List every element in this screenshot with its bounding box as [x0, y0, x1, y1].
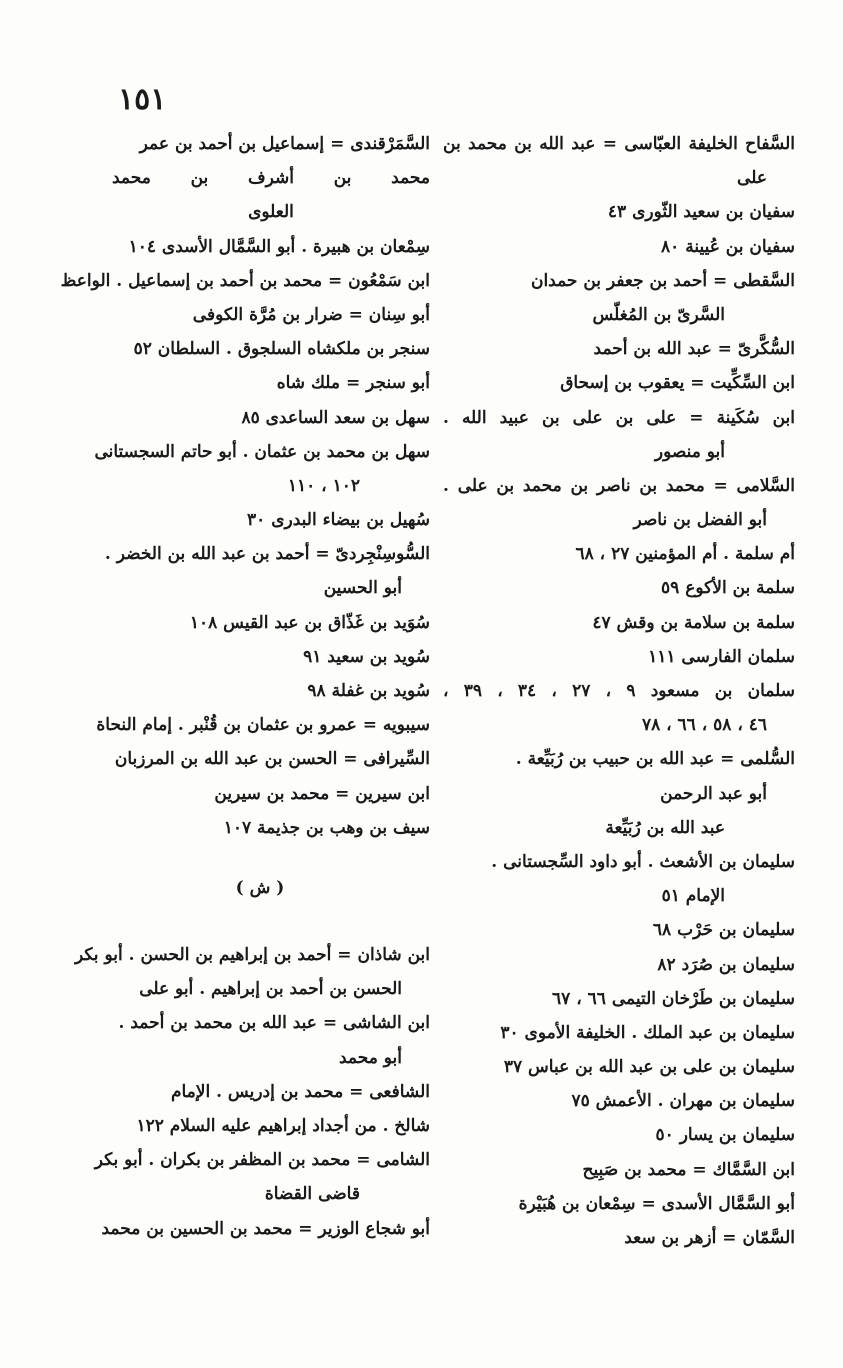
index-entry: عبد الله بن رُبَيِّعة [605, 817, 725, 838]
index-entry: أبو عبد الرحمن [660, 783, 767, 804]
index-entry: قاضى القضاة [264, 1184, 360, 1205]
index-entry: سُهيل بن بيضاء البدرى ٣٠ [247, 510, 430, 531]
index-entry: سيف بن وهب بن جذيمة ١٠٧ [223, 817, 430, 838]
index-entry: أبو منصور [654, 441, 725, 462]
index-entry: أبو الحسين [323, 578, 402, 599]
index-entry: السَّمَرْقندى = إسماعيل بن أحمد بن عمر [139, 134, 430, 154]
index-entry: أبو محمد [339, 1047, 402, 1068]
index-entry: سلمان بن مسعود ٩ ، ٢٧ ، ٣٤ ، ٣٩ ، [443, 681, 795, 701]
index-entry: سليمان بن طَرْخان التيمى ٦٦ ، ٦٧ [552, 988, 795, 1009]
index-entry: السُّكَّرىّ = عبد الله بن أحمد [593, 339, 795, 360]
index-entry: سليمان بن الأشعث . أبو داود السِّجستانى . [491, 851, 795, 872]
index-entry: السُّلمى = عبد الله بن حبيب بن رُبَيِّعة . [515, 749, 795, 770]
index-entry: على [737, 168, 767, 189]
index-entry: محمد بن أشرف بن محمد [112, 168, 430, 189]
index-entry: أبو السَّمَّال الأسدى = سِمْعان بن هُبَيْرة [518, 1193, 795, 1214]
page-number: ١٥١ [118, 82, 167, 117]
index-entry: سنجر بن ملكشاه السلجوق . السلطان ٥٢ [133, 339, 430, 360]
index-entry: سليمان بن على بن عبد الله بن عباس ٣٧ [503, 1057, 795, 1078]
index-entry: ابن الشاشى = عبد الله بن محمد بن أحمد . [118, 1013, 430, 1034]
index-entry: سُوَيد بن غَذّاق بن عبد القيس ١٠٨ [189, 612, 430, 633]
index-entry: سُويد بن غفلة ٩٨ [307, 681, 430, 701]
index-entry: سليمان بن عبد الملك . الخليفة الأموى ٣٠ [500, 1022, 795, 1043]
index-entry: العلوى [248, 202, 294, 223]
index-entry: ابن شاذان = أحمد بن إبراهيم بن الحسن . أبو بكر [75, 945, 430, 965]
index-entry: السَّرىّ بن المُغلّس [592, 304, 725, 325]
index-entry: السَّفاح الخليفة العبّاسى = عبد الله بن محمد بن [443, 134, 795, 154]
section-heading: ( ش ) [235, 878, 285, 898]
index-entry: سُويد بن سعيد ٩١ [303, 646, 430, 667]
index-entry: سليمان بن يسار ٥٠ [655, 1125, 795, 1146]
index-entry: سِمْعان بن هبيرة . أبو السَّمَّال الأسدى ١٠٤ [128, 236, 430, 257]
index-entry: الشامى = محمد بن المظفر بن بكران . أبو بكر [94, 1150, 430, 1171]
index-entry: ابن سَمْعُون = محمد بن أحمد بن إسماعيل . الواعظ [60, 270, 430, 291]
index-entry: أبو سِنان = ضرار بن مُرَّة الكوفى [192, 304, 430, 325]
index-entry: أبو شجاع الوزير = محمد بن الحسين بن محمد [101, 1218, 430, 1239]
index-entry: الحسن بن أحمد بن إبراهيم . أبو على [139, 979, 402, 1000]
index-entry: السَّلامى = محمد بن ناصر بن محمد بن على . [443, 475, 795, 496]
index-entry: سلمة بن الأكوع ٥٩ [661, 578, 795, 599]
index-entry: سفيان بن سعيد الثّورى ٤٣ [607, 202, 795, 223]
index-entry: ابن السِّكِّيت = يعقوب بن إسحاق [560, 373, 795, 394]
index-entry: الشافعى = محمد بن إدريس . الإمام [170, 1081, 430, 1102]
index-entry: السِّيرافى = الحسن بن عبد الله بن المرزبان [114, 749, 430, 770]
index-entry: أبو الفضل بن ناصر [633, 510, 767, 531]
index-entry: السُّوسِنْجِردىّ = أحمد بن عبد الله بن الخضر . [104, 544, 430, 565]
index-entry: سليمان بن صُرَد ٨٢ [657, 954, 795, 975]
index-column-right [443, 127, 795, 1255]
index-entry: سلمة بن سلامة بن وقش ٤٧ [592, 612, 795, 633]
index-entry: سيبويه = عمرو بن عثمان بن قُنْبر . إمام النحاة [96, 715, 430, 736]
index-entry: الإمام ٥١ [661, 886, 725, 907]
index-column-left [60, 127, 430, 845]
index-entry: ابن سُكَينة = على بن على بن عبيد الله . [443, 407, 795, 428]
index-entry: السَّمّان = أزهر بن سعد [624, 1228, 795, 1248]
index-column-left-section-shin [75, 938, 430, 1246]
index-entry: سهل بن سعد الساعدى ٨٥ [241, 407, 430, 428]
index-entry: ١٠٢ ، ١١٠ [287, 475, 360, 496]
index-entry: ٤٦ ، ٥٨ ، ٦٦ ، ٧٨ [641, 715, 767, 736]
index-entry: سليمان بن مهران . الأعمش ٧٥ [571, 1091, 795, 1112]
index-entry: أبو سنجر = ملك شاه [276, 373, 430, 394]
index-entry: سليمان بن حَرْب ٦٨ [652, 920, 795, 941]
index-entry: سلمان الفارسى ١١١ [648, 646, 795, 667]
index-entry: سفيان بن عُيينة ٨٠ [661, 236, 795, 257]
index-entry: سهل بن محمد بن عثمان . أبو حاتم السجستانى [94, 441, 430, 462]
index-entry: ابن السَّمَّاك = محمد بن صَبِيح [582, 1159, 795, 1180]
index-entry: ابن سيرين = محمد بن سيرين [214, 783, 430, 804]
index-entry: شالخ . من أجداد إبراهيم عليه السلام ١٢٢ [136, 1115, 430, 1136]
index-entry: السَّقطى = أحمد بن جعفر بن حمدان [530, 270, 795, 291]
index-entry: أم سلمة . أم المؤمنين ٢٧ ، ٦٨ [575, 544, 795, 565]
